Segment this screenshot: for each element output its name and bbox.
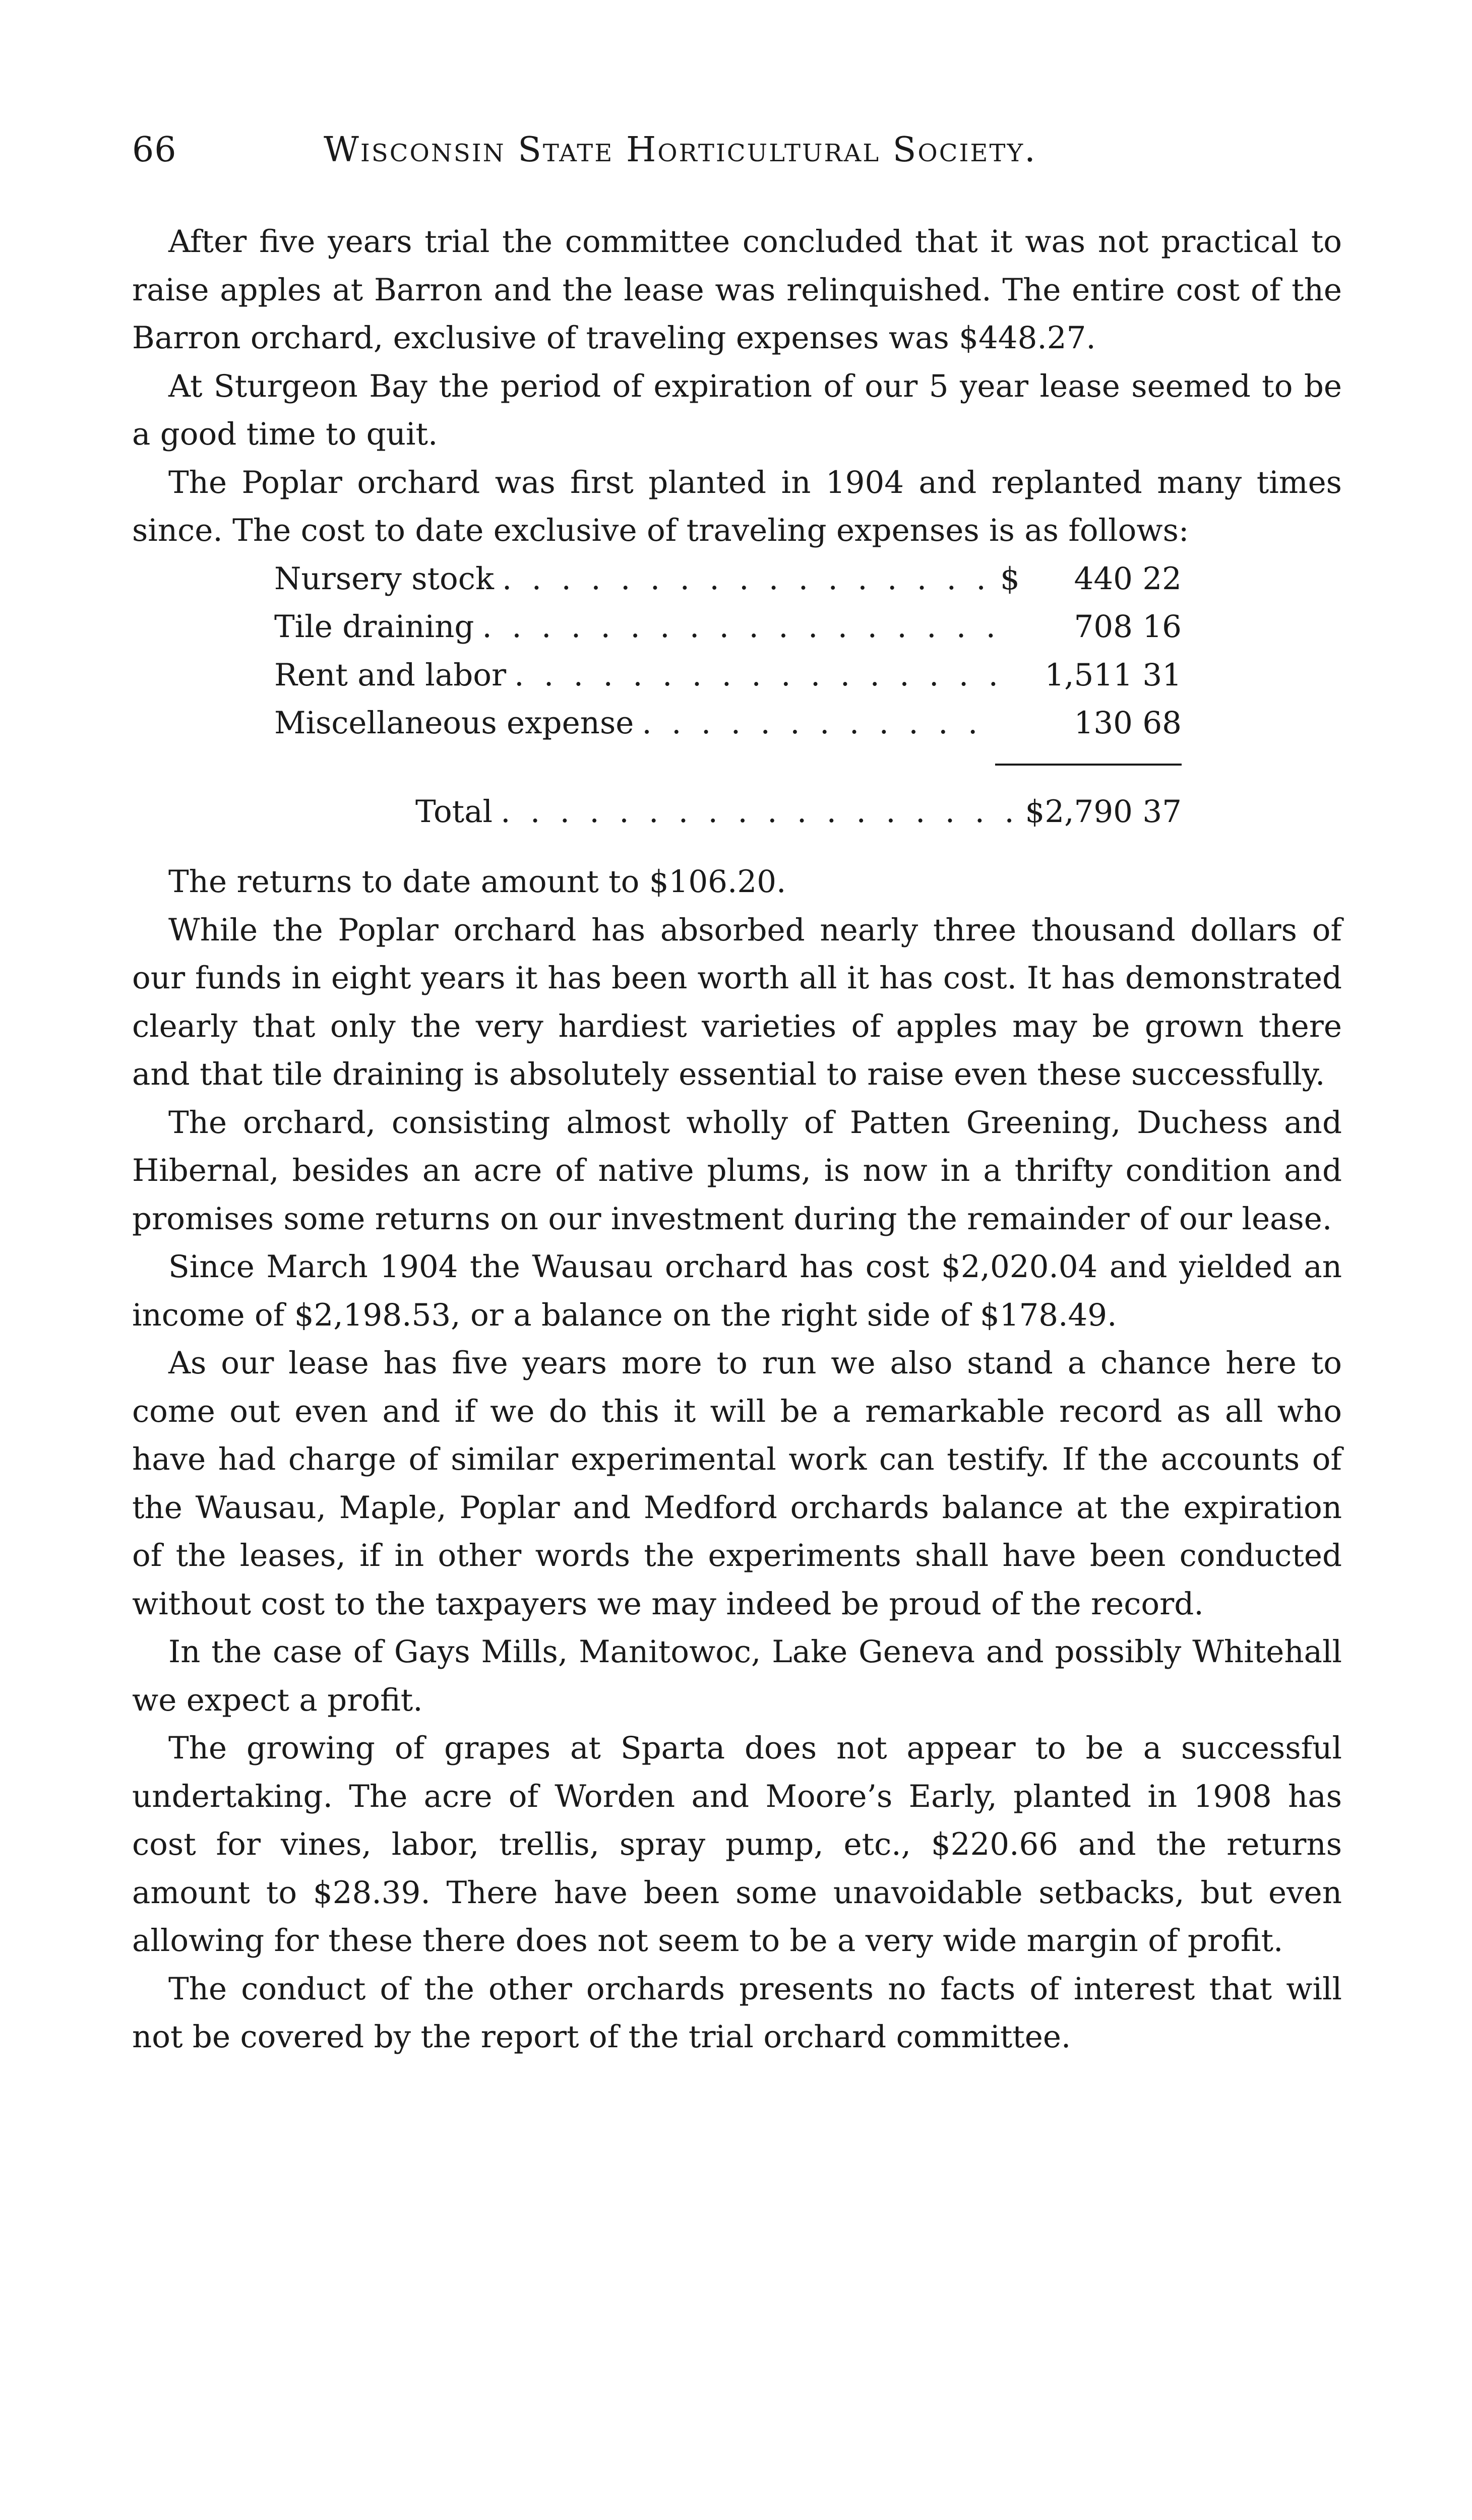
cost-amount: 1,511 31 xyxy=(1045,657,1182,693)
leader-dots xyxy=(502,555,1000,603)
paragraph-other-orchards: The conduct of the other orchards presents no facts of interest that will not be covered by the report of the trial orchard committee. xyxy=(132,1971,1342,2055)
paragraph-poplar-worth: While the Poplar orchard has absorbed nearly three thousand dollars of our funds in eight years it has been worth all it has cost. It has demonstrated clearly that only the very hardiest varieties of apples may be grown there and that tile draining is absolutely essential to raise even these successfully. xyxy=(132,912,1342,1092)
paragraph-orchard-condition: The orchard, consisting almost wholly of Patten Greening, Duchess and Hibernal, besides an acre of native plums, is now in a thrifty condition and promises some returns on our investment during the remainder of our lease. xyxy=(132,1104,1342,1237)
paragraph-lease: As our lease has five years more to run we also stand a chance here to come out even and if we do this it will be a remarkable record as all who have had charge of similar experimental work can testify. If the accounts of the Wausau, Maple, Poplar and Medford orchards balance at the expiration of the leases, if in other words the experiments shall have been conducted without cost to the taxpayers we may indeed be proud of the record. xyxy=(132,1345,1342,1622)
cost-table xyxy=(274,555,1182,836)
leader-dots xyxy=(501,788,1025,836)
sum-rule-row xyxy=(274,747,1182,788)
paragraph-poplar-intro: The Poplar orchard was first planted in 1904 and replanted many times since. The cost to date exclusive of traveling expenses is as follows: xyxy=(132,464,1342,548)
cost-row xyxy=(274,555,1182,603)
paragraph-returns: The returns to date amount to $106.20. xyxy=(168,864,786,900)
paragraph-wausau: Since March 1904 the Wausau orchard has cost $2,020.04 and yielded an income of $2,198.53, or a balance on the right side of $178.49. xyxy=(132,1249,1342,1333)
cost-label: Tile draining xyxy=(274,609,474,645)
total-row xyxy=(415,788,1182,836)
cost-amount: 440 22 xyxy=(1074,560,1182,597)
cost-label: Nursery stock xyxy=(274,560,494,597)
running-head xyxy=(132,125,1367,175)
leader-dots xyxy=(642,699,1000,747)
cost-row xyxy=(274,651,1182,700)
paragraph-sturgeon-bay: At Sturgeon Bay the period of expiration of our 5 year lease seemed to be a good time to quit. xyxy=(132,368,1342,452)
total-label: Total xyxy=(415,793,493,830)
journal-title: Wisconsin State Horticultural Society. xyxy=(324,130,1037,170)
cost-row xyxy=(274,699,1182,747)
cost-amount: 130 68 xyxy=(1074,705,1182,741)
leader-dots xyxy=(482,603,1000,651)
paragraph-sparta-grapes: The growing of grapes at Sparta does not appear to be a successful undertaking. The acre of Worden and Moore’s Early, planted in 1908 has cost for vines, labor, trellis, spray pump, etc., $220.66 and the returns amount to $28.39. There have been some unavoidable setbacks, but even allowing for these there does not seem to be a very wide margin of profit. xyxy=(132,1730,1342,1959)
total-amount: $2,790 37 xyxy=(1025,793,1182,830)
cost-label: Rent and labor xyxy=(274,657,507,693)
cost-currency: $ xyxy=(1000,560,1020,597)
cost-label: Miscellaneous expense xyxy=(274,705,634,741)
body-text xyxy=(132,218,1342,2061)
page-number: 66 xyxy=(132,130,177,170)
cost-row xyxy=(274,603,1182,651)
sum-rule xyxy=(995,764,1182,766)
leader-dots xyxy=(514,651,1000,700)
paragraph-barron: After five years trial the committee concluded that it was not practical to raise apples at Barron and the lease was relinquished. The entire cost of the Barron orchard, exclusive of traveling expenses was $448.27. xyxy=(132,224,1342,356)
cost-amount: 708 16 xyxy=(1074,609,1182,645)
paragraph-profit: In the case of Gays Mills, Manitowoc, Lake Geneva and possibly Whitehall we expect a profit. xyxy=(132,1634,1342,1718)
